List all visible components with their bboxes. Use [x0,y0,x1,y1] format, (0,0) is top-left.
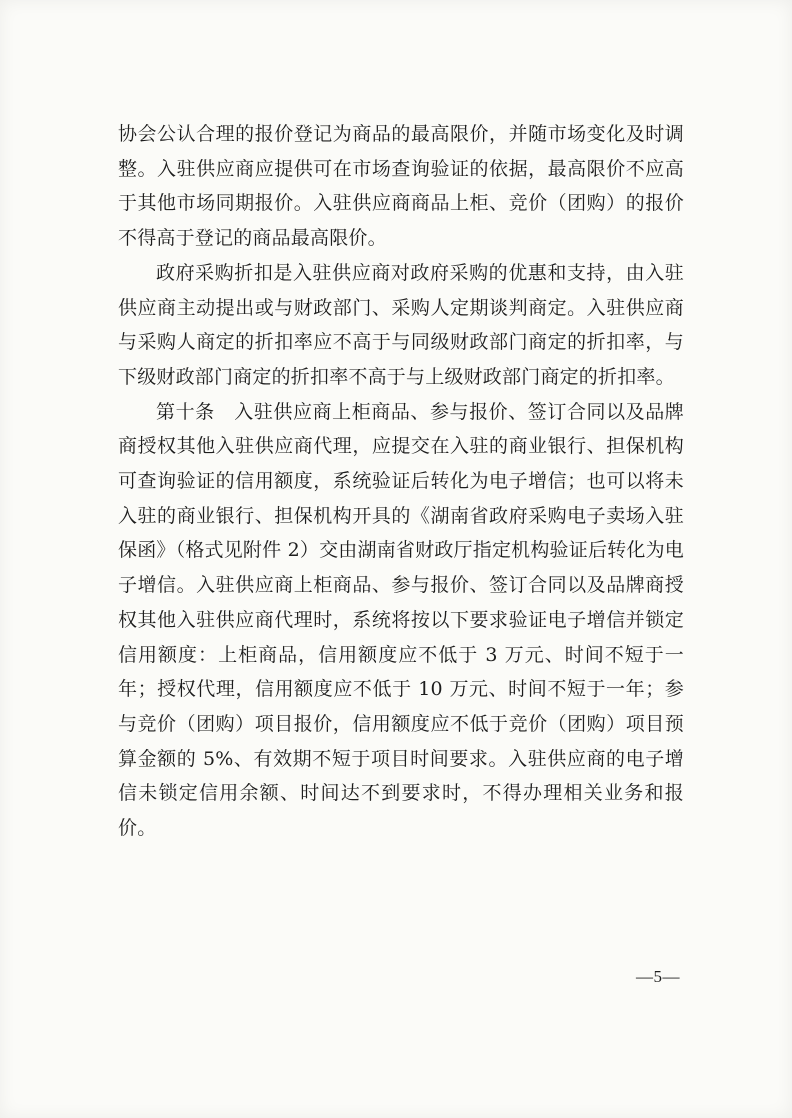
page-number: —5— [636,967,680,986]
document-body [118,117,684,846]
paragraph-price-cap: 协会公认合理的报价登记为商品的最高限价，并随市场变化及时调整。入驻供应商应提供可在市场查询验证的依据，最高限价不应高于其他市场同期报价。入驻供应商商品上柜、竞价（团购）的报价不得高于登记的商品最高限价。 [118,123,684,250]
paragraph-article-ten: 第十条 入驻供应商上柜商品、参与报价、签订合同以及品牌商授权其他入驻供应商代理，应提交在入驻的商业银行、担保机构可查询验证的信用额度，系统验证后转化为电子增信；也可以将未入驻的商业银行、担保机构开具的《湖南省政府采购电子卖场入驻保函》（格式见附件 2）交由湖南省财政厅指定机构验证后转化为电子增信。入驻供应商上柜商品、参与报价、签订合同以及品牌商授权其他入驻供应商代理时，系统将按以下要求验证电子增信并锁定信用额度：上柜商品，信用额度应不低于 3 万元、时间不短于一年；授权代理，信用额度应不低于 10 万元、时间不短于一年；参与竞价（团购）项目报价，信用额度应不低于竞价（团购）项目预算金额的 5%、有效期不短于项目时间要求。入驻供应商的电子增信未锁定信用余额、时间达不到要求时，不得办理相关业务和报价。 [118,400,684,840]
paragraph-discount: 政府采购折扣是入驻供应商对政府采购的优惠和支持，由入驻供应商主动提出或与财政部门、采购人定期谈判商定。入驻供应商与采购人商定的折扣率应不高于与同级财政部门商定的折扣率，与下级财政部门商定的折扣率不高于与上级财政部门商定的折扣率。 [118,261,684,388]
